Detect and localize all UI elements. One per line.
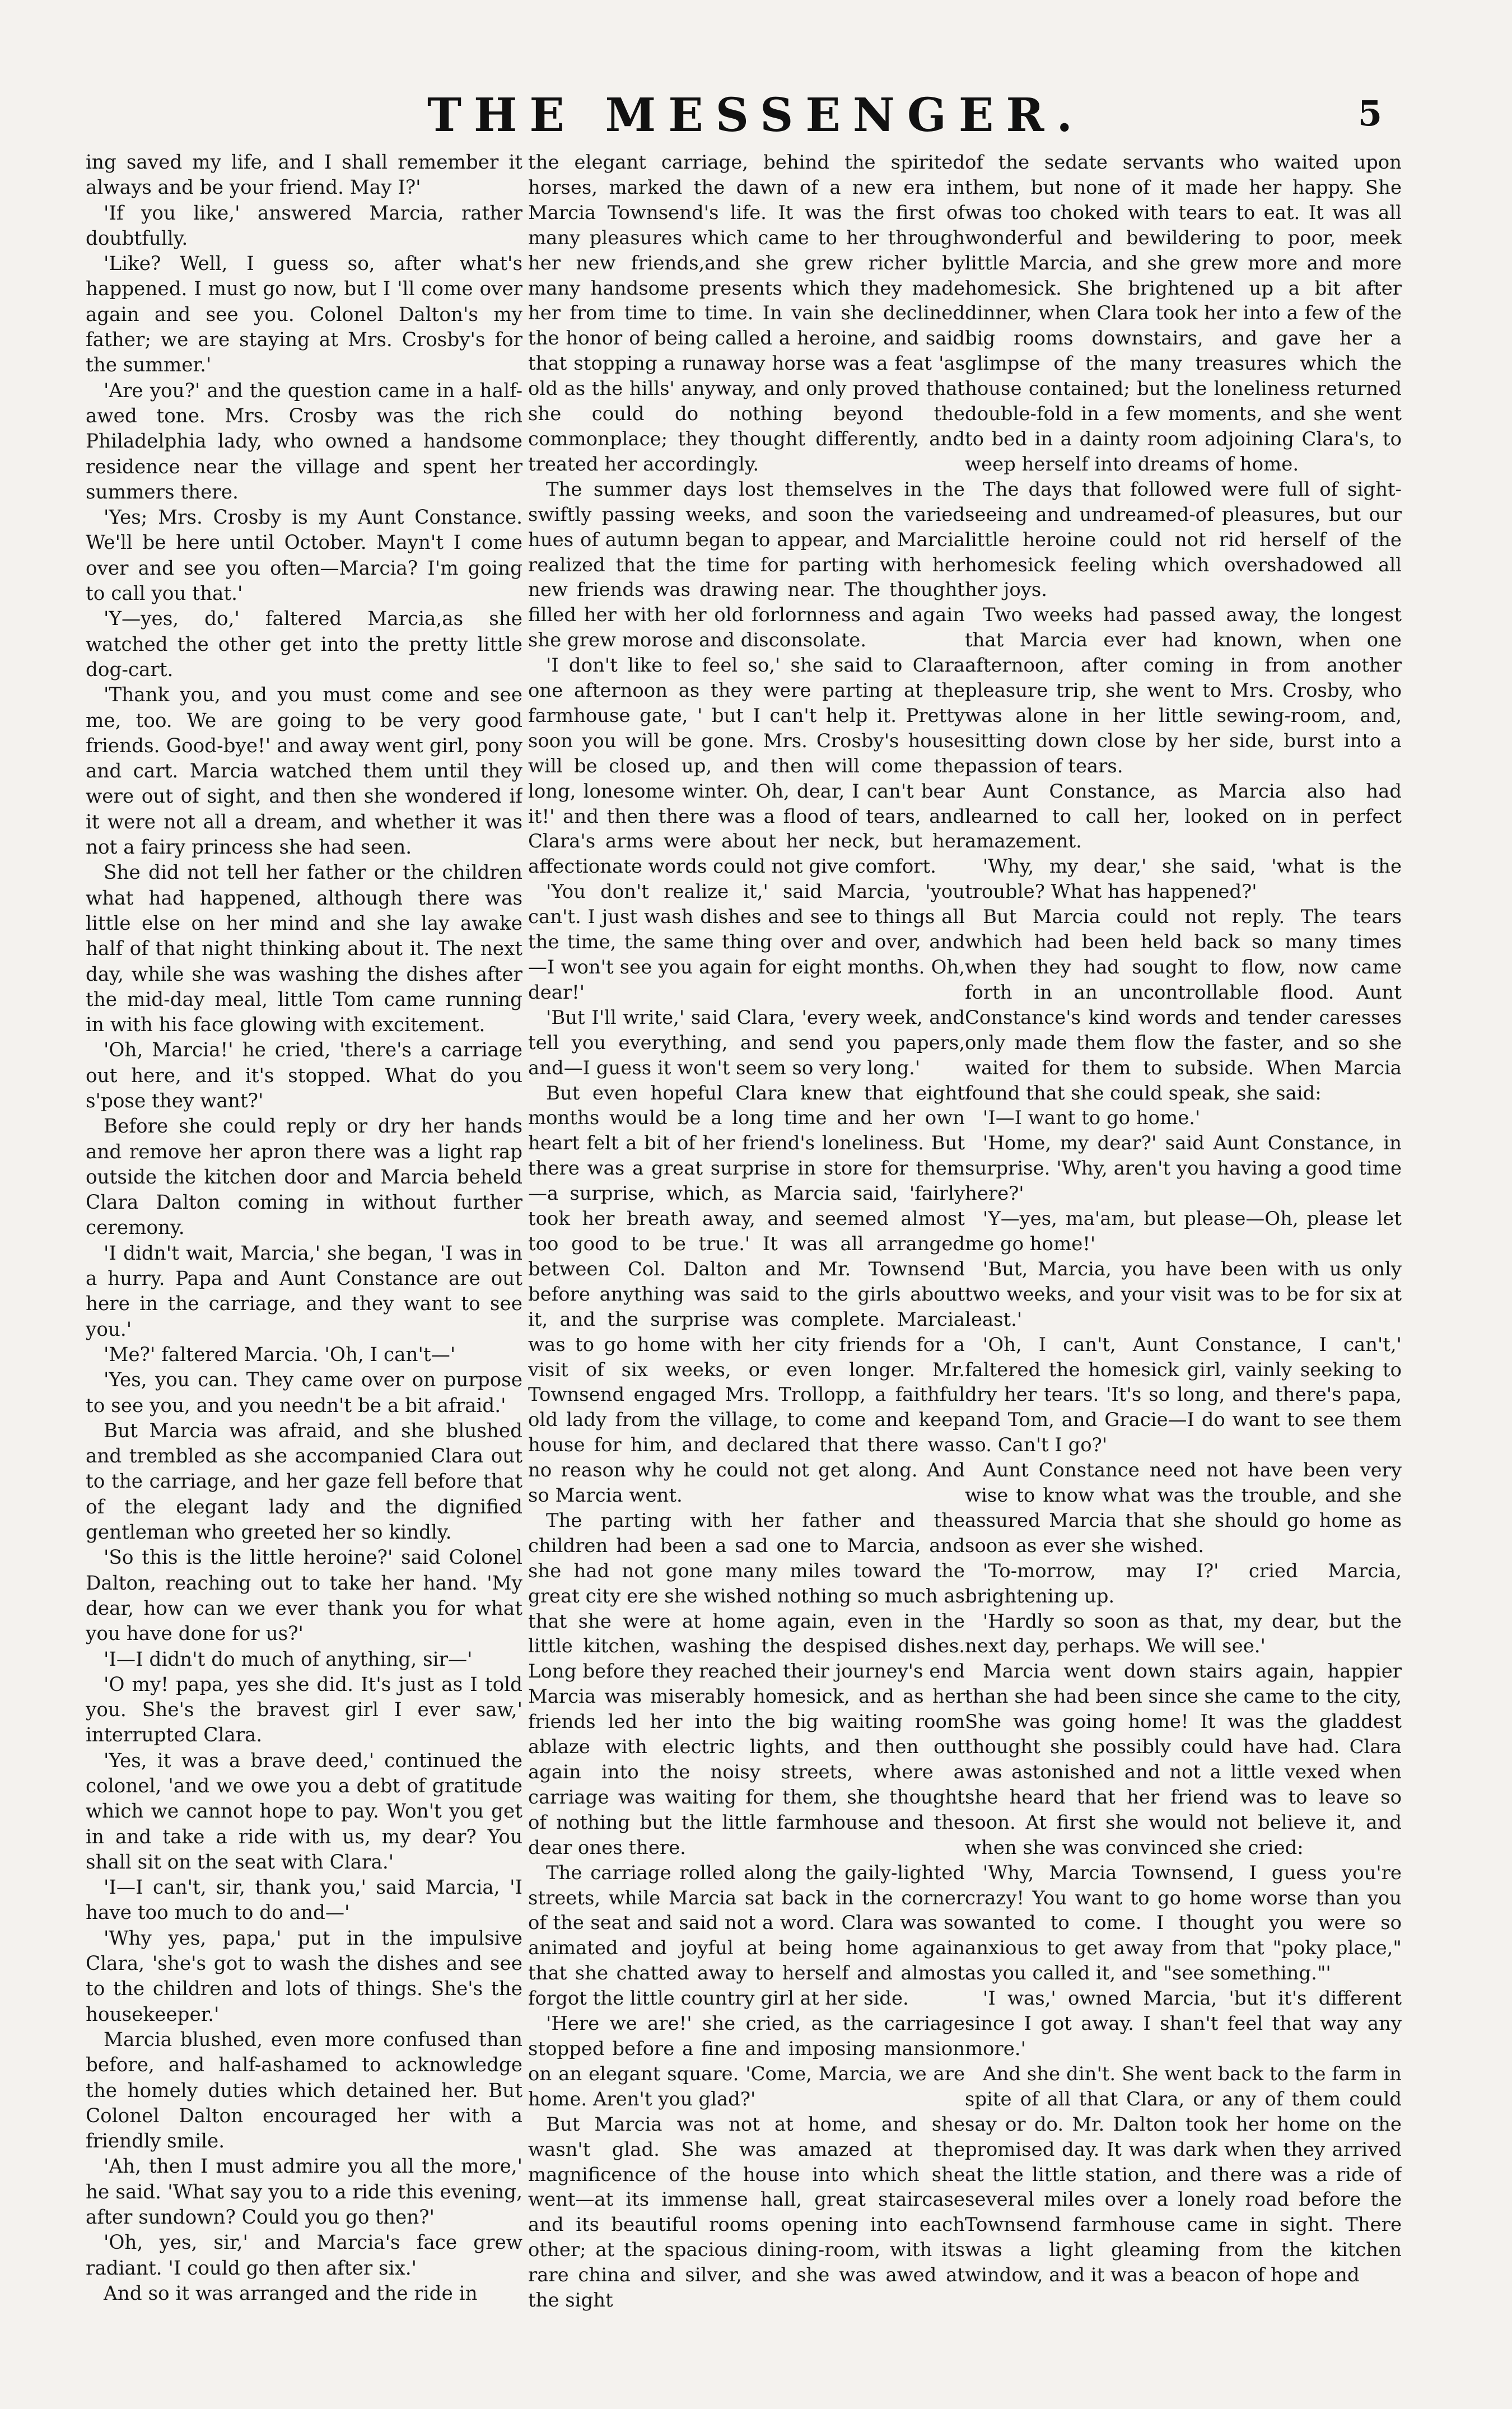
paragraph: Aunt Constance, as Marcia also had learned to call her, looked on in perfect amazement. (965, 780, 1402, 852)
paragraph: 'Yes, you can. They came over on purpose to see you, and you needn't be a bit afraid.' (86, 1369, 522, 1417)
paragraph: 'Thank you, and you must come and see me, too. We are going to be very good friends. Good-bye!' and away went girl, pony and cart. Marcia watched them until they were out of sight, and then she wondered if it were not all a dream, and whether it was not a fairy princess she had seen. (86, 684, 522, 859)
paragraph: 'If you like,' answered Marcia, rather doubtfully. (86, 202, 522, 250)
paragraph: the elegant carriage, behind the spirited horses, marked the dawn of a new era in Marcia Townsend's life. It was the first of many pleasures which came to her through her new friends,and she grew richer by many handsome presents which they made her from time to time. In vain she declined the honor of being called a heroine, and said that stopping a runaway horse was a feat 'as old as the hills' anyway, and only proved that she could do nothing beyond the commonplace; they thought differently, and treated her accordingly. (528, 151, 965, 475)
paragraph: 'You don't realize it,' said Marcia, 'you can't. I just wash dishes and see to things all the time, the same thing over and over, and—I won't see you again for eight months. Oh, dear!' (528, 880, 965, 1003)
paragraph: But even hopeful Clara knew that eight months would be a long time and her own heart felt a bit of her friend's loneliness. But there was a great surprise in store for them—a surprise, which, as Marcia said, 'fairly took her breath away, and seemed almost too good to be true.' It was all arranged between Col. Dalton and Mr. Townsend before anything was said to the girls about it, and the surprise was complete. Marcia was to go home with her city friends for a visit of six weeks, or even longer. Mr. Townsend engaged Mrs. Trollopp, a faithful old lady from the village, to come and keep house for him, and declared that there was no reason why he could not get along. And so Marcia went. (528, 1082, 965, 1507)
paragraph: Marcia went down stairs again, happier than she had been since she came to the city, She was going home! It was the gladdest thought she possibly could have had. Clara was astonished and not a little vexed when she heard that her friend was to leave so soon. At first she would not believe it, and when she was convinced she cried: (965, 1660, 1402, 1858)
paragraph: 'O my! papa, yes she did. It's just as I told you. She's the bravest girl I ever saw,' interrupted Clara. (86, 1673, 522, 1747)
paragraph: of the sedate servants who waited upon them, but none of it made her happy. She was too choked with tears to eat. It was all wonderful and bewildering to poor, meek little Marcia, and she grew more and more homesick. She brightened up a bit after dinner, when Clara took her into a few of the big rooms downstairs, and gave her a glimpse of the many treasures which the house contained; but the loneliness returned double-fold in a few moments, and she went to bed in a dainty room adjoining Clara's, to weep herself into dreams of home. (965, 151, 1402, 475)
paragraph: 'I didn't wait, Marcia,' she began, 'I was in a hurry. Papa and Aunt Constance are out here in the carriage, and they want to see you.' (86, 1242, 522, 1341)
paragraph: The days that followed were full of sight-seeing and undreamed-of pleasures, but our little heroine could not rid herself of the homesick feeling which overshadowed all her joys. (965, 478, 1402, 601)
paragraph: 'To-morrow, may I?' cried Marcia, brightening up. (965, 1559, 1402, 1607)
paragraph: 'I—I want to go home.' (983, 1107, 1201, 1129)
masthead (0, 88, 1512, 150)
paragraph: 'I don't like to feel so,' she said to Clara one afternoon as they were parting at the farmhouse gate, ' but I can't help it. Pretty soon you will be gone. Mrs. Crosby's house will be closed up, and then will come the long, lonesome winter. Oh, dear, I can't bear it!' and then there was a flood of tears, and Clara's arms were about her neck, but her affectionate words could not give comfort. (528, 654, 965, 878)
paragraph: 'Yes; Mrs. Crosby is my Aunt Constance. We'll be here until October. Mayn't I come over and see you often—Marcia? I'm going to call you that.' (86, 506, 522, 605)
paragraph: 'Here we are!' she cried, as the carriage stopped before a fine and imposing mansion on an elegant square. 'Come, Marcia, we are home. Aren't you glad?' (528, 2012, 965, 2110)
paragraph: 'Home, my dear?' said Aunt Constance, in surprise. 'Why, aren't you having a good time here?' (965, 1132, 1402, 1205)
page-number: 5 (1357, 93, 1382, 134)
paragraph: But Marcia was afraid, and she blushed and trembled as she accompanied Clara out to the carriage, and her gaze fell before that of the elegant lady and the dignified gentleman who greeted her so kindly. (86, 1419, 522, 1544)
paragraph: 'I—I can't, sir, thank you,' said Marcia, 'I have too much to do and—' (86, 1876, 522, 1925)
paragraph: 'Hardly so soon as that, my dear, but the next day, perhaps. We will see.' (965, 1610, 1402, 1657)
paragraph: 'Oh, Marcia!' he cried, 'there's a carriage out here, and it's stopped. What do you s'pose they want?' (86, 1039, 522, 1112)
text-column-1 (86, 150, 522, 2329)
paragraph: 'But, Marcia, you have been with us only two weeks, and your visit was to be for six at least.' (965, 1257, 1402, 1330)
paragraph: 'Ah, then I must admire you all the more,' he said. 'What say you to a ride this evening, after sundown? Could you go then?' (86, 2155, 522, 2229)
paragraph: The summer days lost themselves in the swiftly passing weeks, and soon the varied hues of autumn began to appear, and Marcia realized that the time for parting with her new friends was drawing near. The thought filled her with her old forlornness and again she grew morose and disconsolate. (528, 478, 965, 651)
paragraph: But Marcia was not at home, and she wasn't glad. She was amazed at the magnificence of the house into which she went—at its immense hall, great staircase and its beautiful rooms opening into each other; at the spacious dining-room, with its rare china and silver, and she was awed at the sight (528, 2113, 965, 2312)
text-column-3 (965, 150, 1402, 2329)
paragraph: And so it was arranged and the ride in (104, 2282, 478, 2305)
paragraph: 'So this is the little heroine?' said Colonel Dalton, reaching out to take her hand. 'My dear, how can we ever thank you for what you have done for us?' (86, 1546, 522, 1646)
paragraph: 'Y—yes, do,' faltered Marcia,as she watched the other get into the pretty little dog-cart. (86, 608, 522, 681)
paragraph: Marcia blushed, even more confused than before, and half-ashamed to acknowledge the homely duties which detained her. But Colonel Dalton encouraged her with a friendly smile. (86, 2028, 522, 2153)
paragraph: 'Are you?' and the question came in a half-awed tone. Mrs. Crosby was the rich Philadelphia lady, who owned a handsome residence near the village and spent her summers there. (86, 379, 522, 504)
paragraph: 'I—I didn't do much of anything, sir—' (104, 1648, 473, 1671)
paragraph: 'Like? Well, I guess so, after what's happened. I must go now, but I 'll come over again and see you. Colonel Dalton's my father; we are staying at Mrs. Crosby's for the summer.' (86, 253, 522, 377)
paragraph: 'Why, Marcia Townsend, I guess you're crazy! You want to go home worse than you wanted to come. I thought you were so anxious to get away from that "poky place," as you called it, and "see something."' (965, 1861, 1402, 1984)
paragraph: 'Y—yes, ma'am, but please—Oh, please let me go home!' (965, 1208, 1402, 1255)
paragraph: 'Oh, yes, sir,' and Marcia's face grew radiant. 'I could go then after six.' (86, 2231, 522, 2280)
newspaper-title: THE MESSENGER. (427, 88, 1085, 142)
paragraph: Before she could reply or dry her hands and remove her apron there was a light rap outside the kitchen door and Marcia beheld Clara Dalton coming in without further ceremony. (86, 1115, 522, 1240)
paragraph: She did not tell her father or the children what had happened, although there was little else on her mind and she lay awake half of that night thinking about it. The next day, while she was washing the dishes after the mid-day meal, little Tom came running in with his face glowing with excitement. (86, 861, 522, 1037)
paragraph: And she din't. She went back to the farm in spite of all that Clara, or any of them could say or do. Mr. Dalton took her home on the promised day. It was dark when they arrived at the little station, and there was a ride of several miles over a lonely road before the Townsend farmhouse came in sight. There was a light gleaming from the kitchen window, and it was a beacon of hope and (965, 2062, 1402, 2286)
paragraph: 'Why yes, papa,' put in the impulsive Clara, 'she's got to wash the dishes and see to the children and lots of things. She's the housekeeper.' (86, 1927, 522, 2026)
paragraph: The parting with her father and the children had been a sad one to Marcia, and she had not gone many miles toward the great city ere she wished nothing so much as that she were at home again, even in the little kitchen, washing the despised dishes. Long before they reached their journey's end Marcia was miserably homesick, and as her friends led her into the big waiting room ablaze with electric lights, and then out again into the noisy streets, where a carriage was waiting for them, she thought of nothing but the little farmhouse and the dear ones there. (528, 1509, 965, 1858)
paragraph: 'Me?' faltered Marcia. 'Oh, I can't—' (104, 1343, 456, 1366)
paragraph: ing saved my life, and I shall remember it always and be your friend. May I?' (86, 151, 522, 199)
text-column-2 (528, 150, 965, 2329)
paragraph: 'Oh, I can't, Aunt Constance, I can't,' faltered the homesick girl, vainly seeking to dry her tears. 'It's so long, and there's papa, and Tom, and Gracie—I do want to see them so. Can't I go?' (965, 1333, 1402, 1456)
paragraph: But Marcia could not reply. The tears which had been held back so many times when they had sought to flow, now came forth in an uncontrollable flood. Aunt Constance's kind words and tender caresses only made them flow the faster, and so she waited for them to subside. When Marcia found that she could speak, she said: (965, 906, 1402, 1104)
paragraph: 'But I'll write,' said Clara, 'every week, and tell you everything, and send you papers, and—I guess it won't seem so very long.' (528, 1006, 965, 1079)
paragraph: Two weeks had passed away, the longest that Marcia ever had known, when one afternoon, after coming in from another pleasure trip, she went to Mrs. Crosby, who was alone in her little sewing-room, and, sitting down close by her side, burst into a passion of tears. (965, 604, 1402, 777)
paragraph: 'Yes, it was a brave deed,' continued the colonel, 'and we owe you a debt of gratitude which we cannot hope to pay. Won't you get in and take a ride with us, my dear? You shall sit on the seat with Clara.' (86, 1749, 522, 1874)
paragraph: Aunt Constance need not have been very wise to know what was the trouble, and she assured Marcia that she should go home as soon as ever she wished. (965, 1459, 1402, 1557)
paragraph: 'Why, my dear,' she said, 'what is the trouble? What has happened?' (965, 855, 1402, 903)
paragraph: 'I was,' owned Marcia, 'but it's different since I got away. I shan't feel that way any more.' (965, 1987, 1402, 2059)
paragraph: The carriage rolled along the gaily-lighted streets, while Marcia sat back in the corner of the seat and said not a word. Clara was so animated and joyful at being home again that she chatted away to herself and almost forgot the little country girl at her side. (528, 1861, 965, 2010)
